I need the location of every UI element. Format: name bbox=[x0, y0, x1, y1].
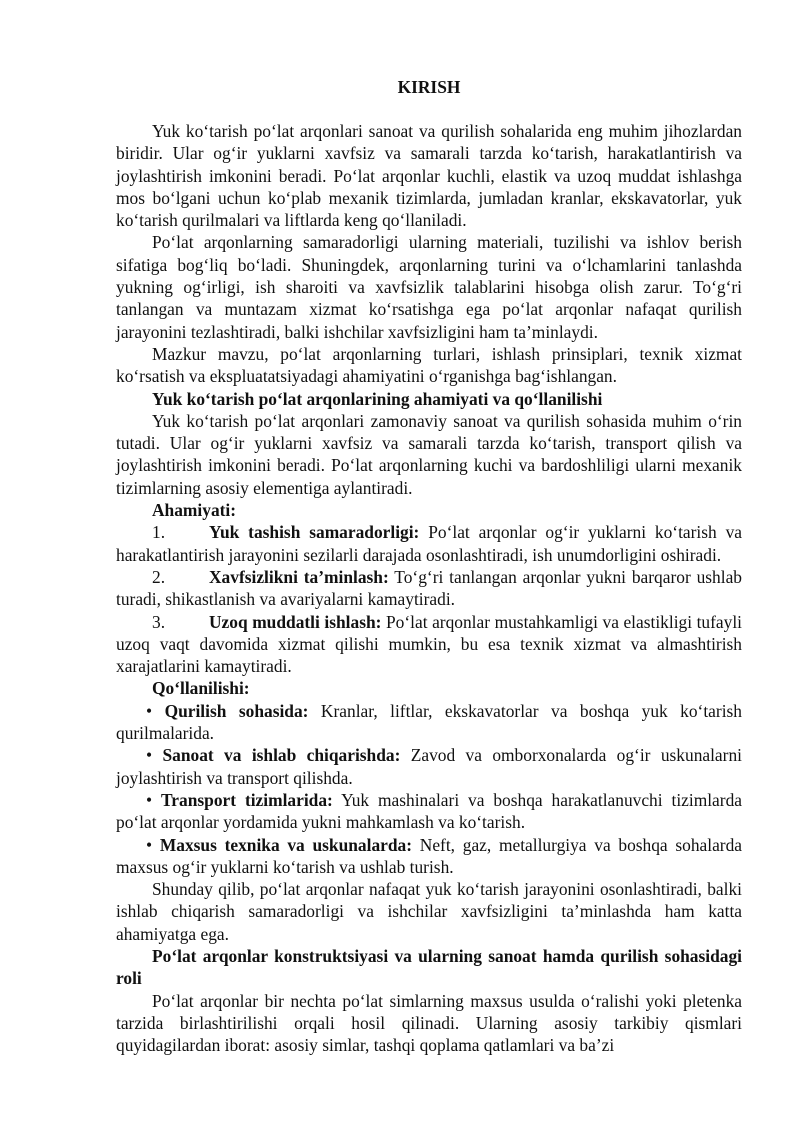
importance-heading: Ahamiyati: bbox=[152, 500, 237, 521]
item-term: Sanoat va ishlab chiqarishda: bbox=[162, 745, 401, 766]
item-term: Uzoq muddatli ishlash: bbox=[209, 611, 382, 632]
item-text: Po‘lat arqonlar mustahkamligi va elastikligi tufayli uzoq vaqt davomida xizmat qilishi mumkin, bu esa texnik xizmat va almashtirish xarajatlarini kamaytiradi. bbox=[116, 611, 742, 677]
item-number: 1. bbox=[152, 522, 166, 543]
item-term: Qurilish sohasida: bbox=[164, 700, 309, 721]
intro-paragraph-1: Yuk ko‘tarish po‘lat arqonlari sanoat va qurilish sohalarida eng muhim jihozlardan biridir. Ular og‘ir yuklarni xavfsiz va samarali tarzda ko‘tarish, harakatlantirish va joylashtirish imkonini beradi. Po‘lat arqonlar kuchli, elastik va uzoq muddat ishlashga mos bo‘lgani uchun ko‘plab mexanik tizimlarda, jumladan kranlar, ekskavatorlar, yuk ko‘tarish qurilmalari va liftlarda keng qo‘llaniladi. bbox=[116, 121, 742, 231]
item-text: Po‘lat arqonlar og‘ir yuklarni ko‘tarish va harakatlantirish jarayonini sezilarli darajada osonlashtiradi, ish unumdorligini oshiradi. bbox=[116, 522, 742, 565]
usage-heading: Qo‘llanilishi: bbox=[152, 678, 250, 699]
section2-paragraph: Po‘lat arqonlar bir nechta po‘lat simlarning maxsus usulda o‘ralishi yoki pletenka tarzida birlashtirilishi orqali hosil qilinadi. Ularning asosiy tarkibiy qismlari quyidagilardan iborat: asosiy simlar, tashqi qoplama qatlamlari va ba’zi bbox=[116, 990, 742, 1056]
section1-paragraph: Yuk ko‘tarish po‘lat arqonlari zamonaviy sanoat va qurilish sohasida muhim o‘rin tutadi. Ular og‘ir yuklarni xavfsiz va samarali tarzda ko‘tarish, transport qilish va joylashtirish imkonini beradi. Po‘lat arqonlarning kuchi va bardoshliligi ularni mexanik tizimlarning asosiy elementiga aylantiradi. bbox=[116, 410, 742, 498]
bullet-icon: • bbox=[146, 789, 153, 810]
usage-item-2 bbox=[116, 744, 742, 789]
section-heading-construction: Po‘lat arqonlar konstruktsiyasi va ularning sanoat hamda qurilish sohasidagi roli bbox=[116, 945, 742, 989]
section1-conclusion: Shunday qilib, po‘lat arqonlar nafaqat yuk ko‘tarish jarayonini osonlashtiradi, balki ishlab chiqarish samaradorligi va ishchilar xavfsizligini ta’minlashda ham katta ahamiyatga ega. bbox=[116, 879, 742, 944]
usage-item-4 bbox=[116, 834, 742, 879]
intro-paragraph-3: Mazkur mavzu, po‘lat arqonlarning turlari, ishlash prinsiplari, texnik xizmat ko‘rsatish va ekspluatatsiyadagi ahamiyatini o‘rganishga bag‘ishlangan. bbox=[116, 343, 742, 387]
bullet-icon: • bbox=[146, 834, 153, 855]
item-term: Maxsus texnika va uskunalarda: bbox=[159, 834, 413, 855]
item-term: Yuk tashish samaradorligi: bbox=[209, 522, 420, 543]
item-text: Zavod va omborxonalarda og‘ir uskunalarni joylashtirish va transport qilishda. bbox=[116, 745, 742, 788]
item-term: Transport tizimlarida: bbox=[161, 789, 333, 810]
item-text: Neft, gaz, metallurgiya va boshqa sohalarda maxsus og‘ir yuklarni ko‘tarish va ushlab turish. bbox=[116, 834, 743, 877]
item-text: To‘g‘ri tanlangan arqonlar yukni barqaror ushlab turadi, shikastlanish va avariyalarni kamaytiradi. bbox=[116, 566, 742, 610]
importance-item-3 bbox=[116, 611, 742, 678]
item-text: Kranlar, liftlar, ekskavatorlar va boshqa yuk ko‘tarish qurilmalarida. bbox=[116, 700, 742, 744]
item-text: Yuk mashinalari va boshqa harakatlanuvchi tizimlarda po‘lat arqonlar yordamida yukni mahkamlash va ko‘tarish. bbox=[116, 789, 742, 833]
section-heading-importance-usage: Yuk ko‘tarish po‘lat arqonlarining ahamiyati va qo‘llanilishi bbox=[152, 388, 603, 409]
usage-item-1 bbox=[116, 700, 742, 745]
bullet-icon: • bbox=[146, 745, 153, 766]
usage-item-3 bbox=[116, 789, 742, 834]
page-title: KIRISH bbox=[397, 77, 461, 97]
item-number: 3. bbox=[152, 611, 166, 632]
intro-paragraph-2: Po‘lat arqonlarning samaradorligi ularning materiali, tuzilishi va ishlov berish sifatiga bog‘liq bo‘ladi. Shuningdek, arqonlarning turini va o‘lchamlarini tanlashda yukning og‘irligi, ish sharoiti va xavfsizlik talablarini hisobga olish zarur. To‘g‘ri tanlangan va muntazam xizmat ko‘rsatishga ega po‘lat arqonlar nafaqat qurilish jarayonini tezlashtiradi, balki ishchilar xavfsizligini ham ta’minlaydi. bbox=[116, 232, 742, 342]
importance-item-1 bbox=[116, 521, 742, 566]
importance-item-2 bbox=[116, 566, 742, 611]
bullet-icon: • bbox=[146, 700, 153, 721]
item-number: 2. bbox=[152, 566, 166, 587]
item-term: Xavfsizlikni ta’minlash: bbox=[209, 566, 389, 587]
